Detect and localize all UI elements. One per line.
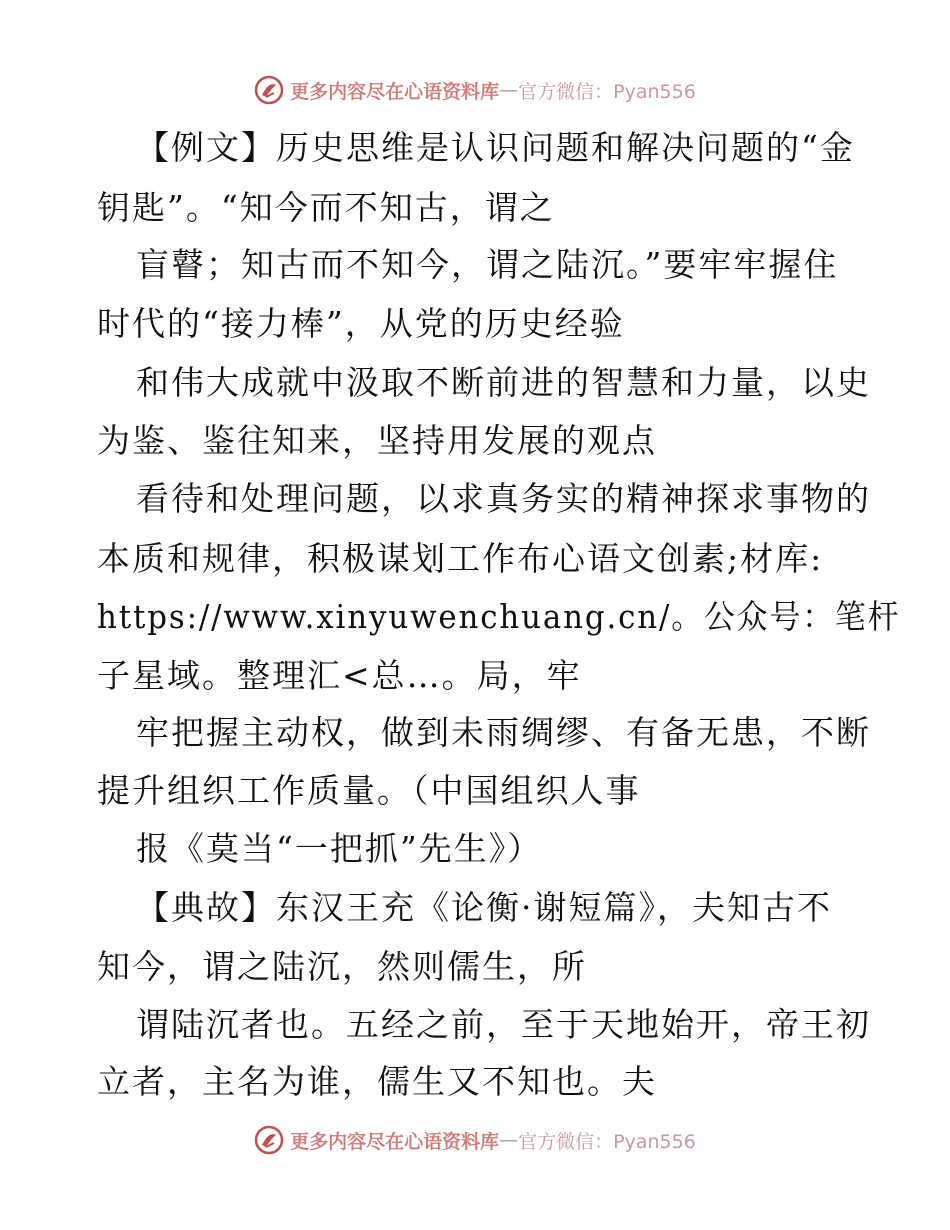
watermark-contact: 官方微信：Pyan556 bbox=[518, 1130, 696, 1153]
header-watermark bbox=[0, 70, 950, 110]
text-line: https://www.xinyuwenchuang.cn/。公众号：笔杆 bbox=[97, 597, 901, 636]
text-line: 子星域。整理汇<总…。局，牢 bbox=[97, 656, 582, 695]
footer-watermark bbox=[0, 1120, 950, 1160]
text-line: 时代的“接力棒”，从党的历史经验 bbox=[97, 304, 625, 343]
text-line: 报《莫当“一把抓”先生》） bbox=[136, 829, 543, 868]
text-line: 和伟大成就中汲取不断前进的智慧和力量，以史 bbox=[136, 363, 871, 402]
text-line: 牢把握主动权，做到未雨绸缪、有备无患，不断 bbox=[136, 713, 871, 752]
watermark-text: 更多内容尽在心语资料库 bbox=[290, 1130, 500, 1153]
text-line: 【例文】历史思维是认识问题和解决问题的“金 bbox=[136, 128, 855, 167]
seal-logo-icon bbox=[254, 75, 284, 105]
text-line: 钥匙”。“知今而不知古，谓之 bbox=[97, 188, 555, 227]
text-line: 本质和规律，积极谋划工作布心语文创素;材库: bbox=[97, 539, 824, 578]
seal-logo-icon bbox=[254, 1125, 284, 1155]
text-line: 看待和处理问题，以求真务实的精神探求事物的 bbox=[136, 479, 871, 518]
watermark-text: 更多内容尽在心语资料库 bbox=[290, 80, 500, 103]
watermark-separator: — bbox=[499, 1129, 519, 1151]
text-line: 为鉴、鉴往知来，坚持用发展的观点 bbox=[97, 421, 657, 460]
text-line: 【典故】东汉王充《论衡·谢短篇》，夫知古不 bbox=[136, 888, 832, 927]
text-line: 立者，主名为谁，儒生又不知也。夫 bbox=[97, 1062, 657, 1101]
text-line: 知今，谓之陆沉，然则儒生，所 bbox=[97, 947, 587, 986]
watermark-separator: — bbox=[499, 79, 519, 101]
text-line: 提升组织工作质量。（中国组织人事 bbox=[97, 771, 641, 810]
watermark-contact: 官方微信：Pyan556 bbox=[518, 80, 696, 103]
text-line: 谓陆沉者也。五经之前，至于天地始开，帝王初 bbox=[136, 1005, 871, 1044]
text-line: 盲瞽；知古而不知今，谓之陆沉。”要牢牢握住 bbox=[136, 245, 839, 284]
